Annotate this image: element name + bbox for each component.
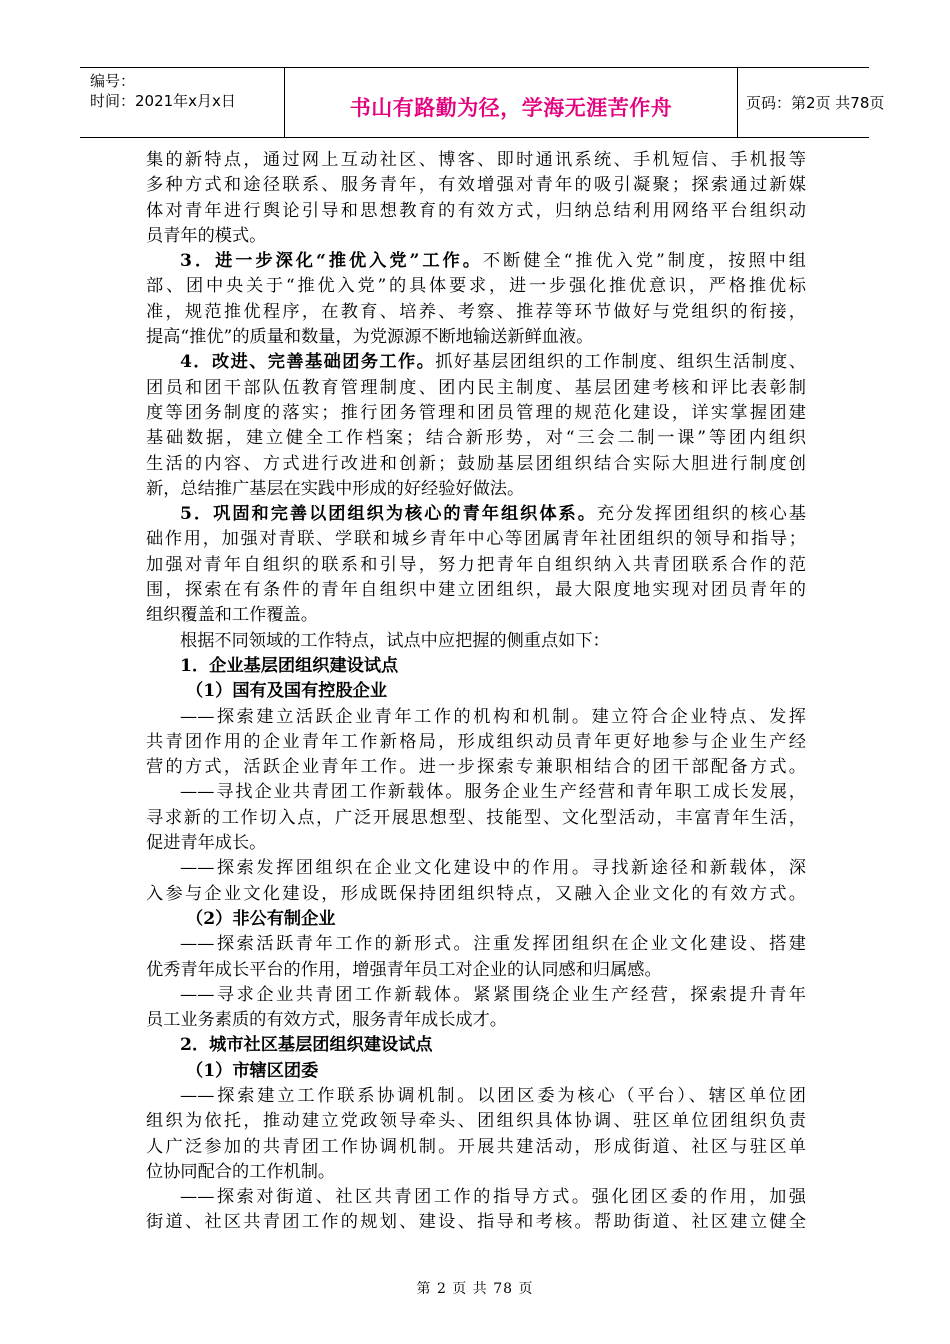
text-line [146,654,806,679]
header-motto-cell [285,68,738,137]
bold-heading: （1）国有及国有控股企业 [186,681,388,702]
line-text: ——探索发挥团组织在企业文化建设中的作用。寻找新途径和新载体，深 [180,858,806,879]
page-footer: 第 2 页 共 78 页 [416,1281,534,1297]
line-text: 街道、社区共青团工作的规划、建设、指导和考核。帮助街道、社区建立健全 [146,1212,806,1233]
header-meta-cell [80,68,285,137]
line-text: 基础数据，建立健全工作档案；结合新形势，对“三会二制一课”等团内组织 [146,428,806,449]
bold-heading: （1）市辖区团委 [186,1060,319,1081]
line-text: 加强对青年自组织的联系和引导，努力把青年自组织纳入共青团联系合作的范 [146,554,806,575]
line-text: 入参与企业文化建设，形成既保持团组织特点，又融入企业文化的有效方式。 [146,883,806,904]
text-line [146,477,806,502]
text-line [146,350,806,375]
text-line [146,426,806,451]
bold-heading: 3．进一步深化“推优入党”工作。 [180,251,483,272]
text-line [146,173,806,198]
line-text: 生活的内容、方式进行改进和创新；鼓励基层团组织结合实际大胆进行制度创 [146,453,806,474]
line-text: 新，总结推广基层在实践中形成的好经验好做法。 [146,478,525,499]
text-line [146,1059,806,1084]
document-header [80,67,885,138]
line-text: 础作用，加强对青联、学联和城乡青年中心等团属青年社团组织的领导和指导； [146,529,806,550]
body-text [146,148,806,1236]
text-line [146,1185,806,1210]
text-line [146,224,806,249]
line-text: 员青年的模式。 [146,225,267,246]
text-line [146,300,806,325]
bold-heading: 5．巩固和完善以团组织为核心的青年组织体系。 [180,504,597,525]
text-line [146,705,806,730]
text-line [146,527,806,552]
date-label: 时间：2021年x月x日 [90,92,236,110]
line-text: ——探索建立活跃企业青年工作的机构和机制。建立符合企业特点、发挥 [180,706,806,727]
text-line [146,1109,806,1134]
text-line [146,199,806,224]
text-line [146,578,806,603]
text-line [146,376,806,401]
line-text: 组织覆盖和工作覆盖。 [146,605,318,626]
line-text: ——探索活跃青年工作的新形式。注重发挥团组织在企业文化建设、搭建 [180,934,806,955]
text-line [146,1160,806,1185]
text-line [146,1008,806,1033]
line-text: 团员和团干部队伍教育管理制度、团内民主制度、基层团建考核和评比表彰制 [146,377,806,398]
text-line [146,755,806,780]
bold-heading: 4．改进、完善基础团务工作。 [180,352,436,373]
text-line [146,983,806,1008]
motto-text: 书山有路勤为径，学海无涯苦作舟 [349,96,673,120]
text-line [146,629,806,654]
text-line [146,679,806,704]
line-text: 人广泛参加的共青团工作协调机制。开展共建活动，形成街道、社区与驻区单 [146,1136,806,1157]
line-text: 准，规范推优程序，在教育、培养、考察、推荐等环节做好与党组织的衔接， [146,301,806,322]
line-text: ——探索对街道、社区共青团工作的指导方式。强化团区委的作用，加强 [180,1187,806,1208]
text-line [146,274,806,299]
text-line [146,325,806,350]
bold-heading: （2）非公有制企业 [186,908,336,929]
line-text: 优秀青年成长平台的作用，增强青年员工对企业的认同感和归属感。 [146,959,662,980]
line-text: 抓好基层团组织的工作制度、组织生活制度、 [435,352,806,373]
line-text: 促进青年成长。 [146,833,267,854]
text-line [146,452,806,477]
number-label: 编号： [90,72,136,90]
line-text: 位协同配合的工作机制。 [146,1161,336,1182]
text-line [146,780,806,805]
line-text: 多种方式和途径联系、服务青年，有效增强对青年的吸引凝聚；探索通过新媒 [146,175,806,196]
line-text: ——寻求企业共青团工作新载体。紧紧围绕企业生产经营，探索提升青年 [180,984,806,1005]
header-page-cell [738,68,885,137]
text-line [146,831,806,856]
text-line [146,932,806,957]
text-line [146,249,806,274]
line-text: ——寻找企业共青团工作新载体。服务企业生产经营和青年职工成长发展， [180,782,806,803]
line-text: 提高“推优”的质量和数量，为党源源不断地输送新鲜血液。 [146,327,594,348]
line-text: 不断健全“推优入党”制度，按照中组 [482,251,806,272]
text-line [146,856,806,881]
line-text: 度等团务制度的落实；推行团务管理和团员管理的规范化建设，详实掌握团建 [146,402,806,423]
line-text: 围，探索在有条件的青年自组织中建立团组织，最大限度地实现对团员青年的 [146,580,806,601]
line-text: 体对青年进行舆论引导和思想教育的有效方式，归纳总结利用网络平台组织动 [146,200,806,221]
text-line [146,806,806,831]
bold-heading: 2．城市社区基层团组织建设试点 [180,1035,433,1056]
line-text: 共青团作用的企业青年工作新格局，形成组织动员青年更好地参与企业生产经 [146,731,806,752]
line-text: 集的新特点，通过网上互动社区、博客、即时通讯系统、手机短信、手机报等 [146,150,806,170]
text-line [146,553,806,578]
bold-heading: 1．企业基层团组织建设试点 [180,655,399,676]
line-text: 组织为依托，推动建立党政领导牵头、团组织具体协调、驻区单位团组织负责 [146,1111,806,1132]
text-line [146,730,806,755]
line-text: 营的方式，活跃企业青年工作。进一步探索专兼职相结合的团干部配备方式。 [146,757,806,778]
text-line [146,958,806,983]
text-line [146,502,806,527]
line-text: 根据不同领域的工作特点，试点中应把握的侧重点如下： [180,630,610,651]
line-text: 部、团中央关于“推优入党”的具体要求，进一步强化推优意识，严格推优标 [146,276,806,297]
line-text: 寻求新的工作切入点，广泛开展思想型、技能型、文化型活动，丰富青年生活， [146,807,806,828]
text-line [146,1135,806,1160]
line-text: 员工业务素质的有效方式，服务青年成长成才。 [146,1010,507,1031]
text-line [146,148,806,173]
line-text: 充分发挥团组织的核心基 [596,504,806,525]
line-text: ——探索建立工作联系协调机制。以团区委为核心（平台）、辖区单位团 [180,1085,806,1106]
text-line [146,1084,806,1109]
page-info: 页码：第2页 共78页 [746,94,885,112]
text-line [146,603,806,628]
text-line [146,907,806,932]
text-line [146,1210,806,1235]
text-line [146,401,806,426]
text-line [146,1033,806,1058]
text-line [146,882,806,907]
